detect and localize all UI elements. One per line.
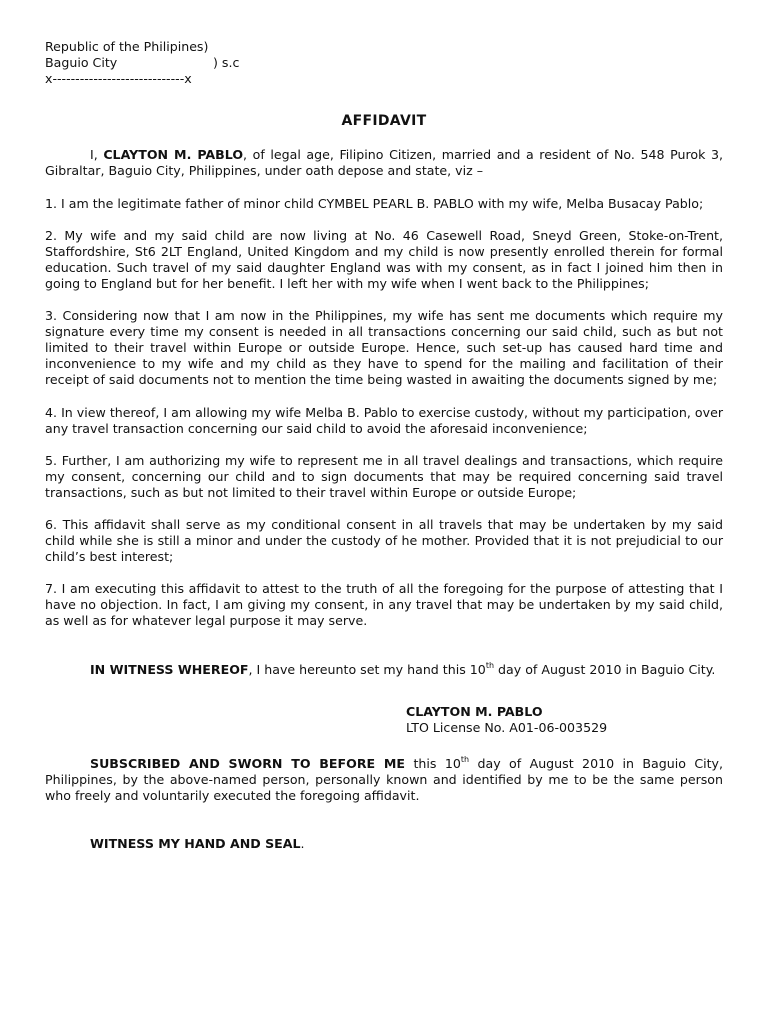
jurat-heading: SUBSCRIBED AND SWORN TO BEFORE ME [90,755,406,771]
jurat-text-2: day of August 2010 in Baguio City, Philippines, by the above-named person, personally known and identified by me to be the same person who freely and voluntarily executed the foregoing affidavit. [45,755,724,803]
signatory-license: LTO License No. A01-06-003529 [406,719,608,735]
witness-text-2: day of August 2010 in Baguio City. [494,661,716,677]
affiant-name: CLAYTON M. PABLO [103,147,244,163]
jurat-ordinal: th [460,754,470,764]
venue-country: Republic of the Philipines) [45,39,209,54]
jurat-text-1: this 10 [405,755,461,771]
closing-paragraph [45,836,723,852]
venue-header [45,39,723,87]
paragraph-4: 4. In view thereof, I am allowing my wife Melba B. Pablo to exercise custody, without my participation, over any travel transaction concerning our said child to avoid the aforesaid inconvenience; [45,404,723,436]
affidavit-page [45,39,723,868]
intro-pre: I, [90,147,104,163]
paragraph-1: 1. I am the legitimate father of minor child CYMBEL PEARL B. PABLO with my wife, Melba Busacay Pablo; [45,195,704,211]
signature-block [406,704,723,736]
closing-heading: WITNESS MY HAND AND SEAL [90,836,301,852]
jurat-paragraph [45,756,723,804]
paragraph-3: 3. Considering now that I am now in the Philippines, my wife has sent me documents which require my signature every time my consent is needed in all transactions concerning our said child, such as but not limited to their travel within Europe or outside Europe. Hence, such set-up has caused hard time and inconvenience to my wife and my child as they have to spend for the mailing and facilitation of their receipt of said documents not to mention the time being wasted in awaiting the documents signed by me; [45,308,723,388]
intro-post: , of legal age, Filipino Citizen, married and a resident of No. 548 Purok 3, Gibraltar, Baguio City, Philippines, under oath depose and state, viz – [45,147,723,179]
venue-city: Baguio City [45,55,118,71]
venue-city-line [45,55,723,71]
document-title: AFFIDAVIT [341,113,427,130]
signatory-name: CLAYTON M. PABLO [406,703,543,719]
paragraph-5: 5. Further, I am authorizing my wife to represent me in all travel dealings and transactions, which require my consent, concerning our child and to sign documents that may be required concerning said travel transactions, such as but not limited to their travel within Europe or outside Europe; [45,452,723,500]
closing-end: . [300,836,305,852]
paragraph-6: 6. This affidavit shall serve as my conditional consent in all travels that may be undertaken by my said child while she is still a minor and under the custody of he mother. Provided that it is not prejudicial to our child’s best interest; [45,516,723,565]
witness-text-1: , I have hereunto set my hand this 10 [248,661,486,677]
intro-paragraph [45,147,723,179]
paragraph-2: 2. My wife and my said child are now living at No. 46 Casewell Road, Sneyd Green, Stoke-on-Trent, Staffordshire, St6 2LT England, United Kingdom and my child is now presently enrolled therein for formal education. Such travel of my said daughter England was with my consent, as in fact I joined him then in going to England but for her benefit. I left her with my wife when I went back to the Philippines; [45,227,723,291]
venue-separator: x-----------------------------x [45,71,192,87]
witness-paragraph [45,662,723,678]
witness-ordinal: th [485,660,495,670]
venue-sc: ) s.c [213,55,240,71]
paragraph-7: 7. I am executing this affidavit to attest to the truth of all the foregoing for the purpose of attesting that I have no objection. In fact, I am giving my consent, in any travel that may be undertaken by my said child, as well as for whatever legal purpose it may serve. [45,581,723,629]
witness-heading: IN WITNESS WHEREOF [90,661,249,677]
